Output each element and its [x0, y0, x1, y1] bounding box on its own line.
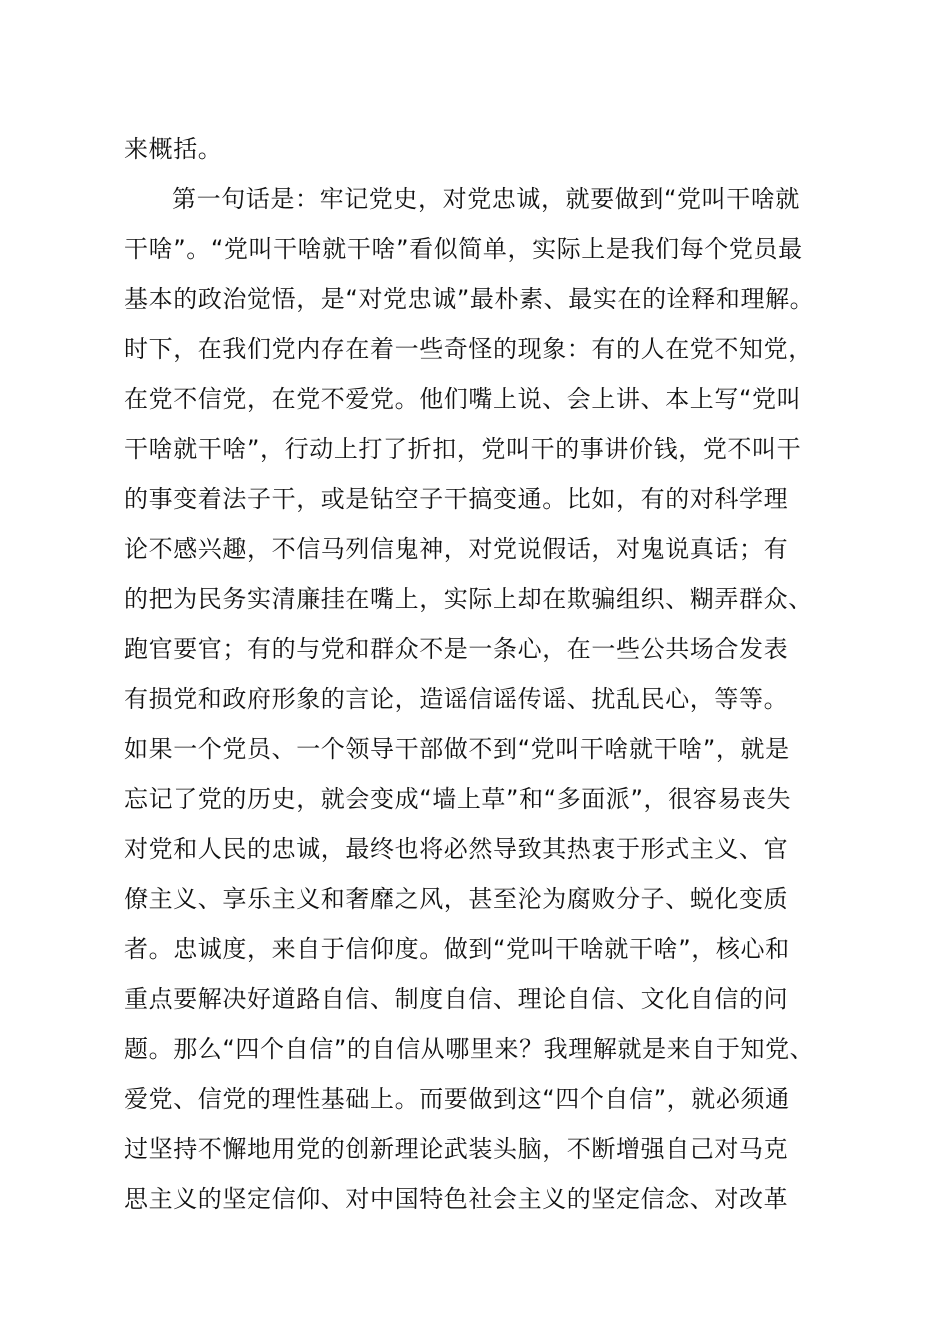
text-line: 干啥就干啥”，行动上打了折扣，党叫干的事讲价钱，党不叫干	[124, 435, 802, 463]
text-line: 的事变着法子干，或是钻空子干搞变通。比如，有的对科学理	[124, 485, 789, 513]
text-line: 爱党、信党的理性基础上。而要做到这“四个自信”，就必须通	[124, 1085, 790, 1113]
text-line: 过坚持不懈地用党的创新理论武装头脑，不断增强自己对马克	[124, 1135, 789, 1163]
text-line: 思主义的坚定信仰、对中国特色社会主义的坚定信念、对改革	[124, 1185, 789, 1213]
text-line: 如果一个党员、一个领导干部做不到“党叫干啥就干啥”，就是	[124, 735, 790, 763]
text-line: 僚主义、享乐主义和奢靡之风，甚至沦为腐败分子、蜕化变质	[124, 885, 789, 913]
paragraph-first-line: 第一句话是：牢记党史，对党忠诚，就要做到“党叫干啥就	[172, 185, 801, 213]
text-line: 者。忠诚度，来自于信仰度。做到“党叫干啥就干啥”，核心和	[124, 935, 790, 963]
text-line: 时下，在我们党内存在着一些奇怪的现象：有的人在党不知党，	[124, 335, 813, 363]
text-line: 跑官要官；有的与党和群众不是一条心，在一些公共场合发表	[124, 635, 789, 663]
text-line: 有损党和政府形象的言论，造谣信谣传谣、扰乱民心，等等。	[124, 685, 789, 713]
text-line: 忘记了党的历史，就会变成“墙上草”和“多面派”，很容易丧失	[124, 785, 792, 813]
text-line: 对党和人民的忠诚，最终也将必然导致其热衷于形式主义、官	[124, 835, 789, 863]
text-line: 的把为民务实清廉挂在嘴上，实际上却在欺骗组织、糊弄群众、	[124, 585, 813, 613]
text-line: 来概括。	[124, 135, 223, 163]
text-line: 重点要解决好道路自信、制度自信、理论自信、文化自信的问	[124, 985, 789, 1013]
text-line: 题。那么“四个自信”的自信从哪里来？我理解就是来自于知党、	[124, 1035, 815, 1063]
text-line: 干啥”。“党叫干啥就干啥”看似简单，实际上是我们每个党员最	[124, 235, 803, 263]
text-line: 论不感兴趣，不信马列信鬼神，对党说假话，对鬼说真话；有	[124, 535, 789, 563]
text-line: 基本的政治觉悟，是“对党忠诚”最朴素、最实在的诠释和理解。	[124, 285, 815, 313]
text-line: 在党不信党，在党不爱党。他们嘴上说、会上讲、本上写“党叫	[124, 385, 802, 413]
